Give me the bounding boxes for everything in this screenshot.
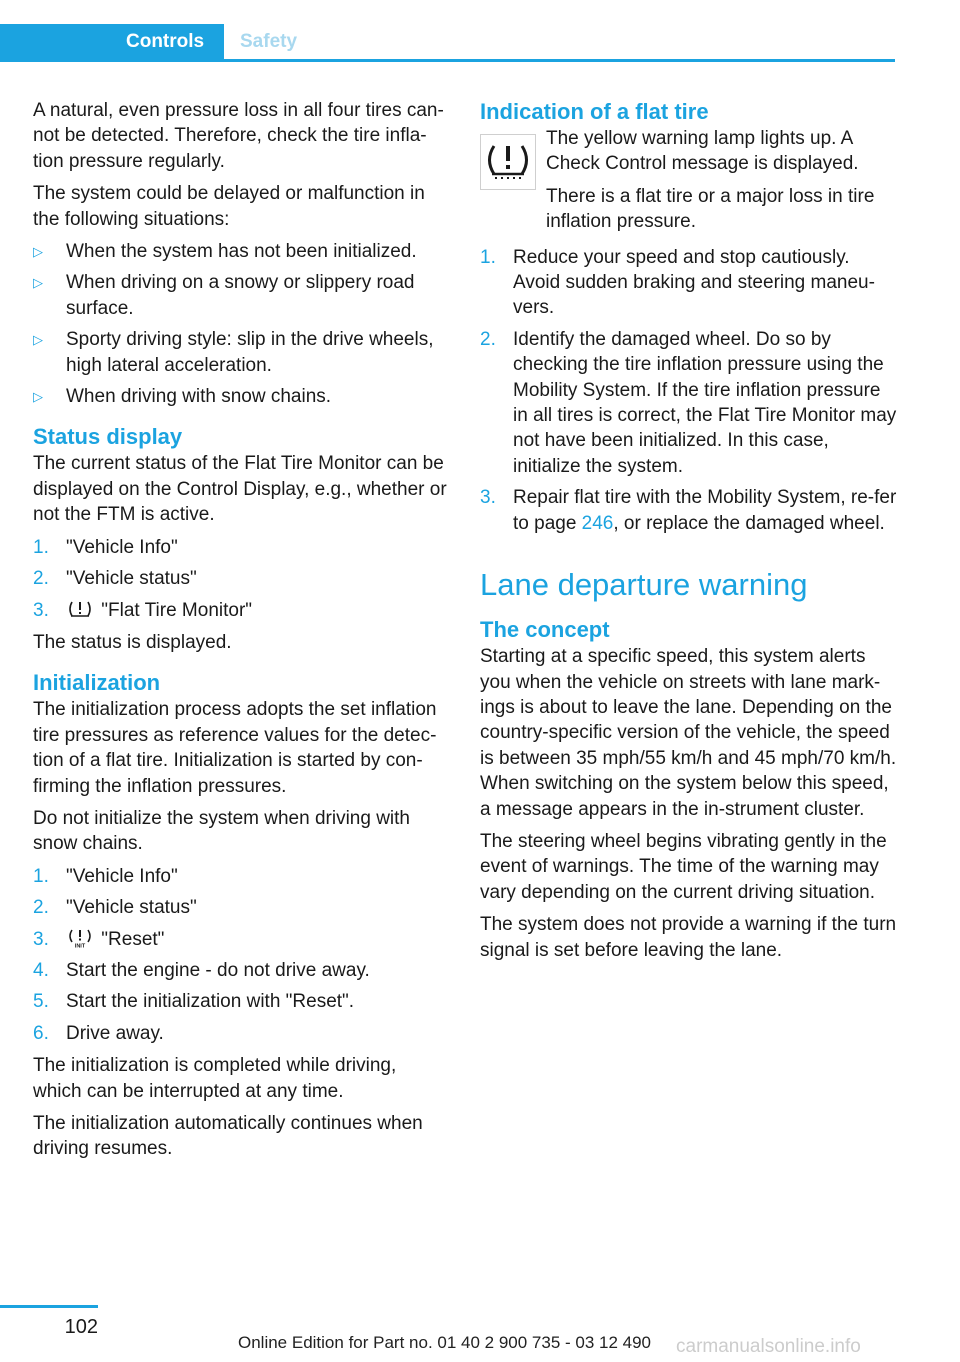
tire-warning-lamp-icon	[480, 134, 536, 190]
list-item: ▷ When driving on a snowy or slippery road surface.	[33, 272, 415, 319]
list-item: ▷ When the system has not been initialized.	[33, 239, 449, 264]
triangle-bullet-icon: ▷	[33, 332, 43, 348]
list-item: 1. "Vehicle Info"	[33, 865, 178, 887]
footer-rule	[0, 1305, 98, 1308]
flat-tire-steps	[480, 245, 898, 536]
left-column	[33, 98, 449, 1169]
section-heading-flat-tire: Indication of a flat tire	[480, 99, 709, 124]
paragraph: The current status of the Flat Tire Monitor can be displayed on the Control Display, e.g., whether or not the FTM is active.	[33, 453, 447, 526]
paragraph: Starting at a specific speed, this system alerts you when the vehicle on streets with lane mark‐ings is about to leave the lane. Depending on the country-specific version of the vehicle, the speed is between 35 mph/55 km/h and 45 mph/70 km/h. When switching on the system below this speed, a message appears in the in‐strument cluster.	[480, 646, 897, 820]
paragraph: The system does not provide a warning if the turn signal is set before leaving the lane.	[480, 914, 897, 961]
list-item: 2. Identify the damaged wheel. Do so by checking the tire inflation pressure using the Mobility System. If the tire inflation pressure in all tires is correct, the Flat Tire Monitor may not have been initialized. In this case, initialize the system.	[480, 328, 897, 477]
paragraph: The status is displayed.	[33, 631, 232, 653]
tab-safety[interactable]: Safety	[240, 31, 298, 52]
edition-note: Online Edition for Part no. 01 40 2 900 735 - 03 12 490	[238, 1333, 652, 1352]
right-column	[480, 98, 898, 970]
paragraph: The initialization process adopts the set inflation tire pressures as reference values for the detec‐tion of a flat tire. Initialization is started by con‐firming the inflation pressures.	[33, 699, 437, 797]
paragraph: The system could be delayed or malfunction in the following situations:	[33, 183, 425, 230]
watermark: carmanualsonline.info	[676, 1336, 861, 1357]
section-heading-initialization: Initialization	[33, 670, 161, 696]
paragraph: The initialization is completed while driving, which can be interrupted at any time.	[33, 1055, 397, 1102]
section-heading-status: Status display	[33, 424, 183, 450]
list-item: 4. Start the engine - do not drive away.	[33, 959, 370, 981]
chapter-title-lane-departure: Lane departure warning	[480, 567, 808, 603]
page-link[interactable]: 246	[581, 512, 614, 534]
list-item: 3. Repair flat tire with the Mobility System, re‐fer to page 246, or replace the damaged wheel.	[480, 487, 897, 534]
paragraph: Do not initialize the system when driving with snow chains.	[33, 807, 411, 855]
section-heading-concept: The concept	[480, 617, 610, 643]
paragraph: The yellow warning lamp lights up. A Check Control message is displayed.	[546, 128, 859, 175]
list-item: 2. "Vehicle status"	[33, 568, 197, 590]
list-item: ▷ Sporty driving style: slip in the drive wheels, high lateral acceleration.	[33, 329, 434, 376]
paragraph: There is a flat tire or a major loss in tire inflation pressure.	[546, 185, 875, 233]
list-item: ▷ When driving with snow chains.	[33, 384, 449, 409]
header-tabs	[0, 24, 895, 62]
list-item: 2. "Vehicle status"	[33, 897, 197, 919]
triangle-bullet-icon: ▷	[33, 244, 43, 260]
triangle-bullet-icon: ▷	[33, 389, 43, 405]
paragraph: A natural, even pressure loss in all four tires can‐not be detected. Therefore, check the tire infla‐tion pressure regularly.	[33, 100, 444, 172]
page-number: 102	[64, 1316, 98, 1338]
situation-list	[33, 239, 449, 409]
list-item: 3. "Flat Tire Monitor"	[33, 599, 253, 621]
svg-text:INIT: INIT	[74, 943, 86, 948]
list-item: 1. "Vehicle Info"	[33, 536, 178, 558]
tire-init-icon	[66, 928, 94, 948]
paragraph: The steering wheel begins vibrating gently in the event of warnings. The time of the warning may vary depending on the current driving situation.	[480, 830, 887, 903]
tab-controls[interactable]: Controls	[0, 24, 224, 59]
tire-warning-icon	[66, 599, 94, 619]
warning-block	[480, 126, 898, 235]
list-item: 3. INIT "Reset"	[33, 928, 165, 950]
list-item: 6. Drive away.	[33, 1022, 164, 1044]
status-steps	[33, 535, 449, 623]
list-item: 5. Start the initialization with "Reset".	[33, 991, 355, 1013]
list-item: 1. Reduce your speed and stop cautiously. Avoid sudden braking and steering maneu‐vers.	[480, 246, 875, 319]
paragraph: The initialization automatically continues when driving resumes.	[33, 1113, 423, 1160]
triangle-bullet-icon: ▷	[33, 275, 43, 291]
initialization-steps	[33, 864, 449, 1046]
